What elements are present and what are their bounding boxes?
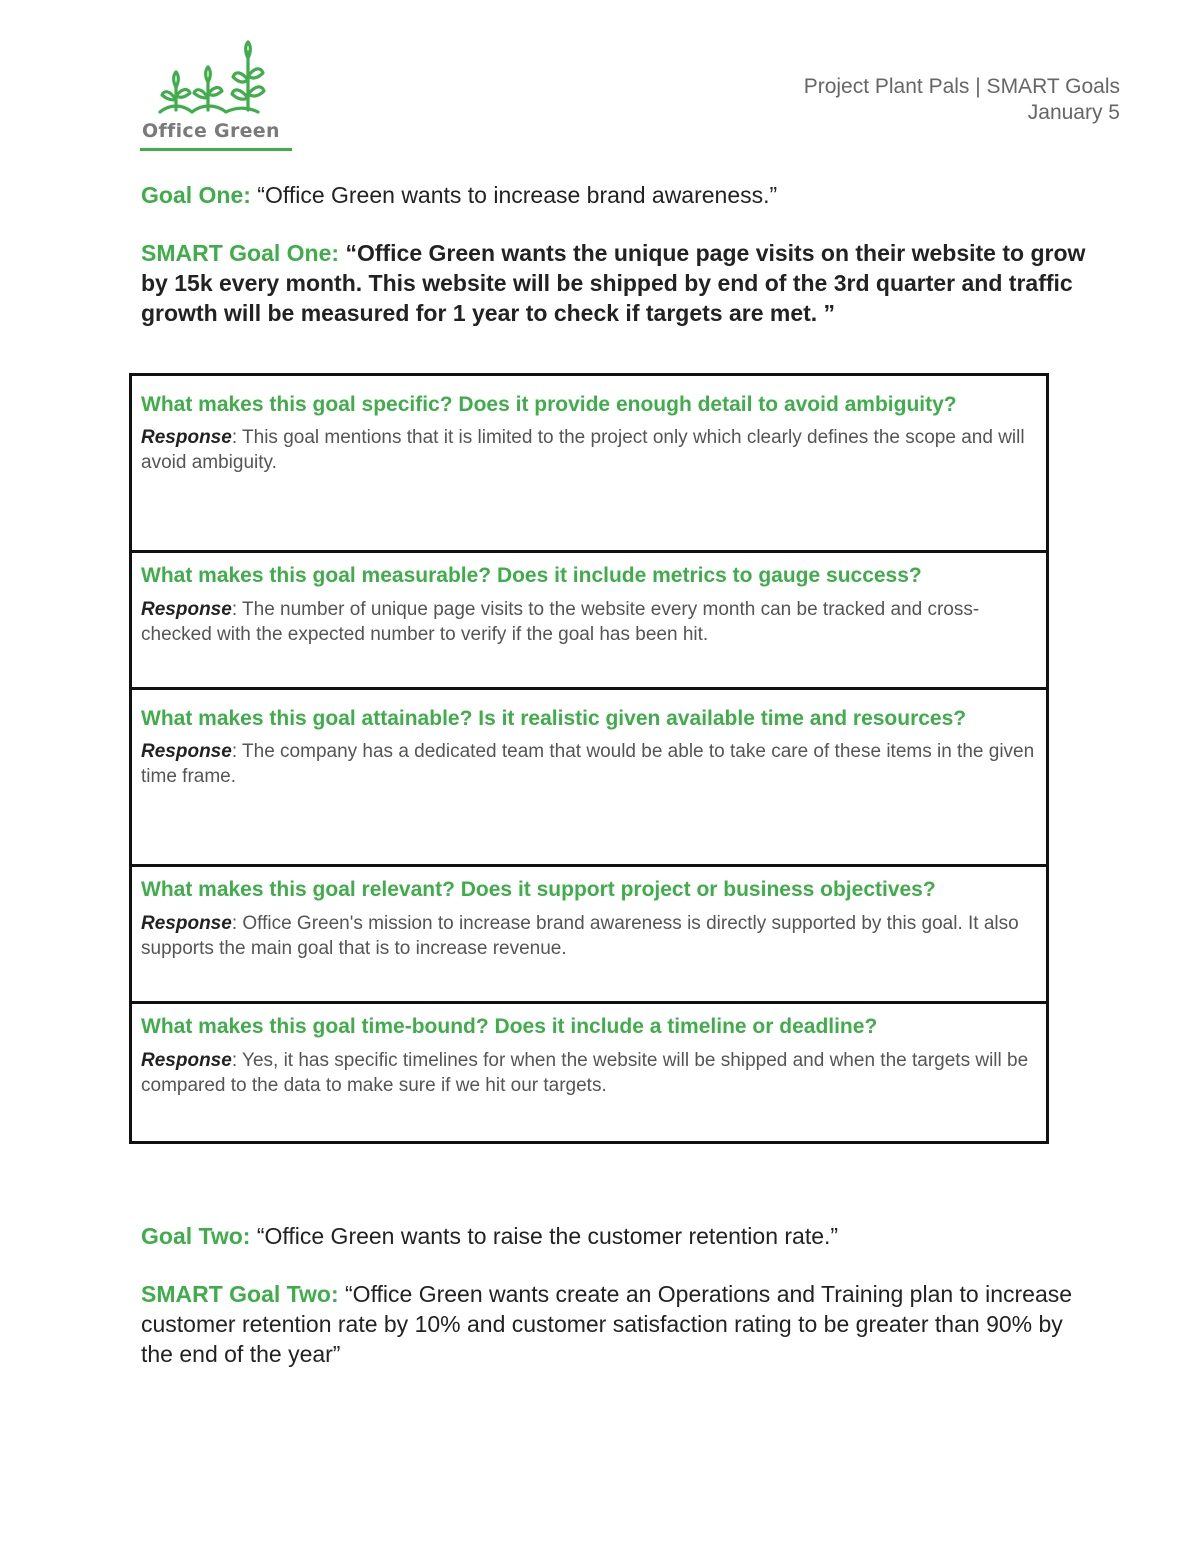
question-specific: What makes this goal specific? Does it provide enough detail to avoid ambiguity?	[141, 393, 957, 416]
logo-underline	[140, 148, 292, 151]
response-label: Response	[141, 741, 232, 762]
question-attainable: What makes this goal attainable? Is it realistic given available time and resources?	[141, 707, 967, 730]
table-row-time-bound	[132, 1004, 1046, 1141]
smart-goal-one	[141, 238, 1101, 328]
question-measurable: What makes this goal measurable? Does it include metrics to gauge success?	[141, 564, 922, 587]
smart-criteria-table	[129, 373, 1049, 1144]
table-row-attainable	[132, 690, 1046, 867]
document-title: Project Plant Pals | SMART Goals	[803, 75, 1120, 98]
response-relevant	[141, 911, 1037, 961]
response-text: : The number of unique page visits to the website every month can be tracked and cross-checked with the expected number to verify if the goal has been hit.	[141, 599, 980, 645]
response-text: : The company has a dedicated team that would be able to take care of these items in the given time frame.	[141, 741, 1035, 787]
smart-goal-one-label: SMART Goal One:	[141, 240, 340, 266]
goal-two-label: Goal Two:	[141, 1223, 251, 1249]
question-time-bound: What makes this goal time-bound? Does it include a timeline or deadline?	[141, 1015, 878, 1038]
goal-one	[141, 180, 1101, 210]
response-label: Response	[141, 1050, 232, 1071]
response-label: Response	[141, 913, 232, 934]
response-text: : Yes, it has specific timelines for when the website will be shipped and when the targets will be compared to the data to make sure if we hit our targets.	[141, 1050, 1029, 1096]
goal-two	[141, 1221, 1101, 1251]
plant-sprouts-icon	[140, 40, 290, 118]
goal-one-text: “Office Green wants to increase brand awareness.”	[250, 182, 778, 208]
logo-text: Office Green	[142, 120, 280, 142]
table-row-measurable	[132, 553, 1046, 690]
table-row-relevant	[132, 867, 1046, 1004]
response-specific	[141, 425, 1037, 475]
question-relevant: What makes this goal relevant? Does it support project or business objectives?	[141, 878, 936, 901]
smart-goal-two	[141, 1279, 1101, 1369]
table-row-specific	[132, 376, 1046, 553]
smart-goal-two-text: “Office Green wants create an Operations and Training plan to increase customer retention rate by 10% and customer satisfaction rating to be greater than 90% by the end of the year”	[141, 1281, 1073, 1367]
response-text: : Office Green's mission to increase brand awareness is directly supported by this goal. It also supports the main goal that is to increase revenue.	[141, 913, 1019, 959]
goal-one-label: Goal One:	[141, 182, 251, 208]
response-time-bound	[141, 1048, 1037, 1098]
response-text: : This goal mentions that it is limited to the project only which clearly defines the scope and will avoid ambiguity.	[141, 427, 1025, 473]
office-green-logo	[140, 40, 294, 154]
document-header	[804, 74, 1120, 126]
goal-two-text: “Office Green wants to raise the customer retention rate.”	[250, 1223, 839, 1249]
response-label: Response	[141, 599, 232, 620]
document-date: January 5	[1027, 101, 1120, 124]
smart-goal-one-text: “Office Green wants the unique page visits on their website to grow by 15k every month. This website will be shipped by end of the 3rd quarter and traffic growth will be measured for 1 year to check if targets are met. ”	[141, 240, 1086, 326]
response-label: Response	[141, 427, 232, 448]
response-measurable	[141, 597, 1037, 647]
response-attainable	[141, 739, 1037, 789]
smart-goal-two-label: SMART Goal Two:	[141, 1281, 339, 1307]
